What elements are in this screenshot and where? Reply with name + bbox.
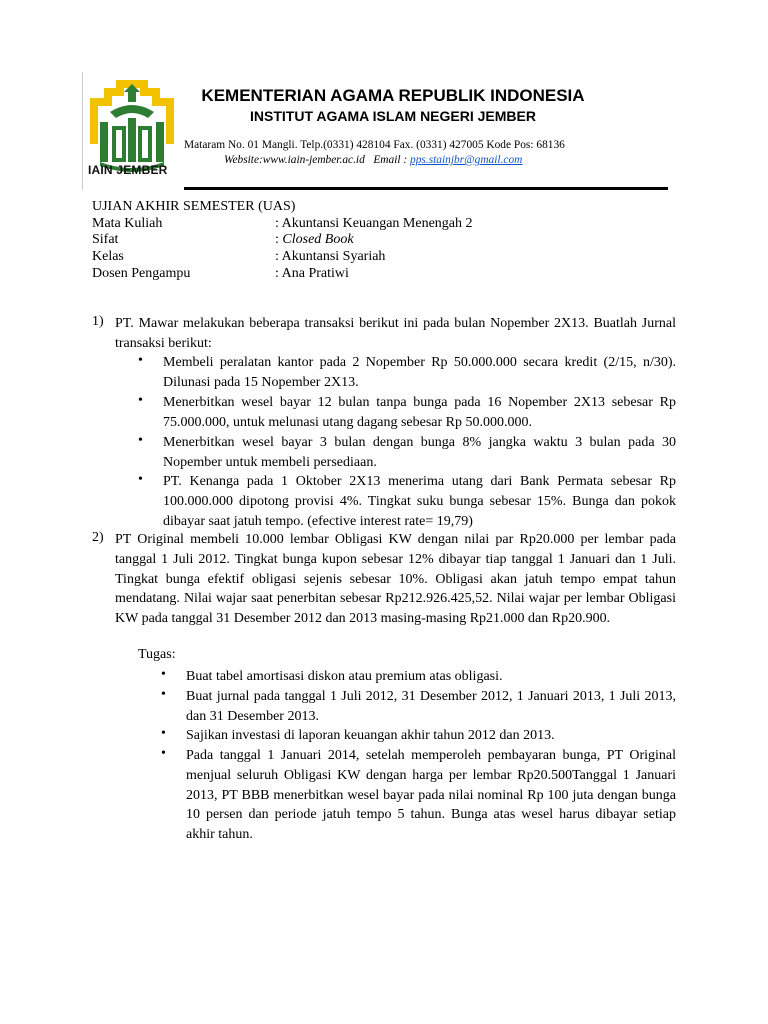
list-item [161,746,676,845]
list-item [138,472,676,531]
website-line [224,154,522,166]
exam-title: UJIAN AKHIR SEMESTER (UAS) [92,199,296,214]
list-item-text: Pada tanggal 1 Januari 2014, setelah memperoleh pembayaran bunga, PT Original menjual seluruh Obligasi KW dengan harga per lembar Rp20.500Tanggal 1 Januari 2013, PT BBB menerbitkan wesel bayar pada nilai nominal Rp 100 juta dengan bunga 10 persen dan periode jatuh tempo 5 tahun. Bunga atas wesel harus dibayar setiap akhir tahun. [186,748,676,843]
question-number: 1) [92,314,104,329]
header-left-rule [82,72,83,190]
bullet-icon: • [161,746,166,761]
meta-value-prefix: : [275,232,283,247]
bullet-icon: • [161,726,166,741]
list-item [138,353,676,393]
list-item [161,667,676,687]
list-item-text: Buat tabel amortisasi diskon atau premium atas obligasi. [186,669,503,684]
meta-value: : Akuntansi Syariah [275,249,386,264]
meta-value: : Akuntansi Keuangan Menengah 2 [275,216,473,231]
list-item-text: Sajikan investasi di laporan keuangan akhir tahun 2012 dan 2013. [186,728,555,743]
bullet-icon: • [138,472,143,487]
tugas-label: Tugas: [138,647,176,662]
meta-label: Sifat [92,232,119,247]
email-link[interactable]: pps.stainjbr@gmail.com [410,154,523,166]
bullet-icon: • [138,433,143,448]
bullet-icon: • [138,353,143,368]
list-item-text: Menerbitkan wesel bayar 3 bulan dengan bunga 8% jangka waktu 3 bulan pada 30 Nopember untuk membeli persediaan. [163,435,676,470]
list-item-text: Buat jurnal pada tanggal 1 Juli 2012, 31 Desember 2012, 1 Januari 2013, 1 Juli 2013, dan 31 Desember 2013. [186,689,676,724]
ministry-title: KEMENTERIAN AGAMA REPUBLIK INDONESIA [201,86,585,105]
bullet-icon: • [161,667,166,682]
list-item-text: Membeli peralatan kantor pada 2 Nopember Rp 50.000.000 secara kredit (2/15, n/30). Dilunasi pada 15 Nopember 2X13. [163,355,676,390]
list-item-text: Menerbitkan wesel bayar 12 bulan tanpa bunga pada 16 Nopember 2X13 sebesar Rp 75.000.000, untuk melunasi utang dagang sebesar Rp 50.000.000. [163,395,676,430]
institute-title: INSTITUT AGAMA ISLAM NEGERI JEMBER [250,108,536,124]
question-2 [92,530,676,629]
list-item [138,393,676,433]
meta-label: Dosen Pengampu [92,266,191,281]
list-item [138,433,676,473]
website-text: Website:www.iain-jember.ac.id Email : [224,154,411,166]
question-text: PT Original membeli 10.000 lembar Obligasi KW dengan nilai par Rp20.000 per lembar pada tanggal 1 Juli 2012. Tingkat bunga kupon sebesar 12% dibayar tiap tanggal 1 Januari dan 1 Juli. Tingkat bunga efektif obligasi sejenis sebesar 10%. Obligasi akan jatuh tempo empat tahun mendatang. Nilai wajar saat penerbitan sebesar Rp212.926.425,52. Nilai wajar per lembar Obligasi KW pada tanggal 31 Desember 2012 dan 2013 masing-masing Rp21.000 dan Rp20.900. [115,532,676,627]
question-text: PT. Mawar melakukan beberapa transaksi berikut ini pada bulan Nopember 2X13. Buatlah Jurnal transaksi berikut: [115,316,676,351]
meta-label: Mata Kuliah [92,216,163,231]
meta-value [275,232,354,248]
meta-value-italic: Closed Book [282,232,354,247]
question-1 [92,314,676,354]
meta-value: : Ana Pratiwi [275,266,349,281]
address-line: Mataram No. 01 Mangli. Telp.(0331) 428104 Fax. (0331) 427005 Kode Pos: 68136 [184,139,565,151]
header-divider [184,187,668,190]
list-item [161,726,676,746]
meta-label: Kelas [92,249,124,264]
list-item-text: PT. Kenanga pada 1 Oktober 2X13 menerima utang dari Bank Permata sebesar Rp 100.000.000 dipotong provisi 4%. Tingkat suku bunga sebesar 15%. Bunga dan pokok dibayar saat jatuh tempo. (efective interest rate= 19,79) [163,474,676,529]
question-number: 2) [92,530,104,545]
logo-text: IAIN JEMBER [88,163,168,177]
bullet-icon: • [161,687,166,702]
bullet-icon: • [138,393,143,408]
list-item [161,687,676,727]
